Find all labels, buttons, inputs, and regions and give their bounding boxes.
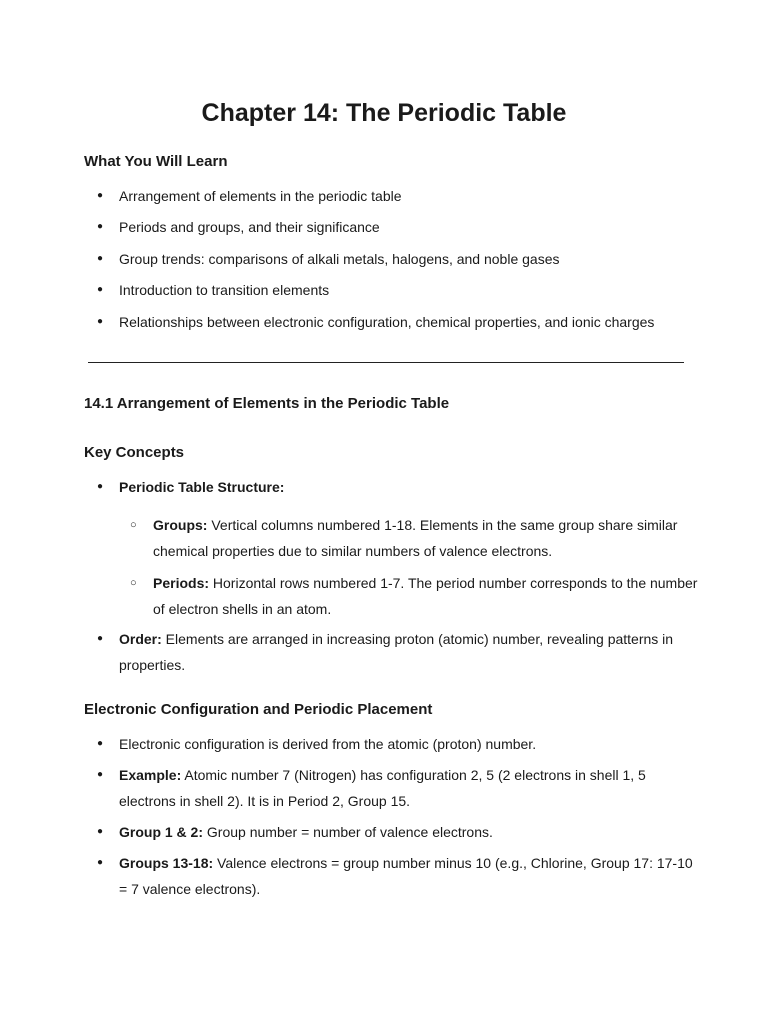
bullet-icon: ● bbox=[97, 769, 104, 780]
group1318-item bbox=[119, 850, 694, 902]
page-title: Chapter 14: The Periodic Table bbox=[201, 99, 567, 127]
key-concepts-heading: Key Concepts bbox=[84, 444, 185, 461]
config-item: Electronic configuration is derived from the atomic (proton) number. bbox=[119, 736, 537, 752]
periods-text: Horizontal rows numbered 1-7. The period number corresponds to the number of electron shells in an atom. bbox=[153, 575, 698, 617]
learn-heading: What You Will Learn bbox=[84, 153, 228, 170]
bullet-icon: ● bbox=[97, 253, 104, 264]
horizontal-divider bbox=[88, 362, 684, 363]
periods-item bbox=[153, 570, 698, 622]
bullet-icon: ● bbox=[97, 221, 104, 232]
learn-item: Arrangement of elements in the periodic table bbox=[119, 188, 402, 204]
groups-item bbox=[153, 512, 698, 564]
group1318-text: Valence electrons = group number minus 10 (e.g., Chlorine, Group 17: 17-10 = 7 valence electrons). bbox=[119, 855, 693, 897]
circle-bullet-icon: ○ bbox=[130, 519, 137, 531]
bullet-icon: ● bbox=[97, 316, 104, 327]
structure-item bbox=[119, 474, 694, 500]
group12-item bbox=[119, 819, 694, 845]
order-item bbox=[119, 626, 694, 678]
groups-text: Vertical columns numbered 1-18. Elements in the same group share similar chemical properties due to similar numbers of valence electrons. bbox=[153, 517, 678, 559]
group12-text: Group number = number of valence electrons. bbox=[203, 824, 493, 840]
config-heading: Electronic Configuration and Periodic Placement bbox=[84, 701, 433, 718]
periods-label: Periods: bbox=[153, 575, 210, 591]
groups-label: Groups: bbox=[153, 517, 208, 533]
structure-label: Periodic Table Structure: bbox=[119, 479, 285, 495]
section-heading: 14.1 Arrangement of Elements in the Periodic Table bbox=[84, 395, 450, 412]
learn-item: Relationships between electronic configuration, chemical properties, and ionic charges bbox=[119, 314, 655, 330]
group1318-label: Groups 13-18: bbox=[119, 855, 214, 871]
example-item bbox=[119, 762, 694, 814]
bullet-icon: ● bbox=[97, 284, 104, 295]
learn-item: Group trends: comparisons of alkali metals, halogens, and noble gases bbox=[119, 251, 560, 267]
learn-item: Periods and groups, and their significance bbox=[119, 219, 380, 235]
bullet-icon: ● bbox=[97, 633, 104, 644]
bullet-icon: ● bbox=[97, 190, 104, 201]
learn-item: Introduction to transition elements bbox=[119, 282, 330, 298]
bullet-icon: ● bbox=[97, 857, 104, 868]
circle-bullet-icon: ○ bbox=[130, 577, 137, 589]
example-text: Atomic number 7 (Nitrogen) has configuration 2, 5 (2 electrons in shell 1, 5 electrons in shell 2). It is in Period 2, Group 15. bbox=[119, 767, 646, 809]
bullet-icon: ● bbox=[97, 738, 104, 749]
group12-label: Group 1 & 2: bbox=[119, 824, 204, 840]
order-text: Elements are arranged in increasing proton (atomic) number, revealing patterns in properties. bbox=[119, 631, 674, 673]
order-label: Order: bbox=[119, 631, 162, 647]
example-label: Example: bbox=[119, 767, 182, 783]
bullet-icon: ● bbox=[97, 826, 104, 837]
bullet-icon: ● bbox=[97, 481, 104, 492]
